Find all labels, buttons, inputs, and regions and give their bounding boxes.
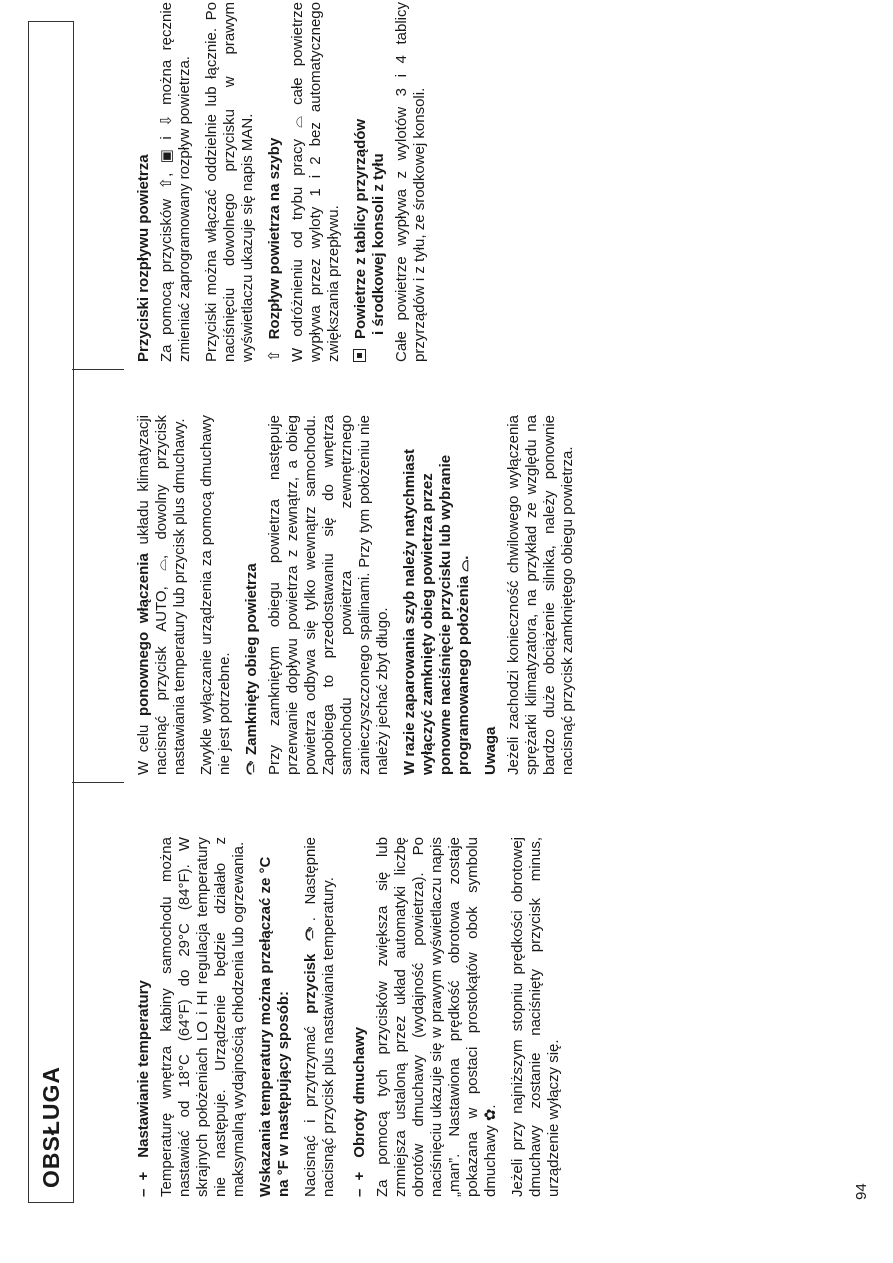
paragraph-air-distribution: Za pomocą przycisków ⇧, ▣ i ⇩ można ręcznie zmieniać zaprogramowany rozpływ powietrza. [158,2,193,362]
paragraph-fan-off: Jeżeli przy najniższym stopniu prędkości obrotowej dmuchawy zostanie naciśnięty przycisk minus, urządzenie wyłączy się. [509,837,562,1197]
column-divider [72,369,124,370]
paragraph-switch-off: Zwykle wyłączanie urządzenia za pomocą dmuchawy nie jest potrzebne. [198,415,233,775]
heading-air-distribution: Przyciski rozpływu powietrza [135,154,152,362]
heading-text: Rozpływ powietrza na szyby [266,137,283,340]
text-fragment: . Następnie nacisnąć przycisk plus nastawiania temperatury. [302,837,337,1197]
arrow-up-icon: ⇧ [266,349,283,362]
paragraph-fan-speed: Za pomocą tych przycisków zwiększa się lub zmniejsza ustaloną przez układ automatyki liczbę obrotów dmuchawy (wydajność powietrza). Po naciśnięciu ukazuje się w prawym wyświetlaczu napis „man”. Nastawiona prędkość obrotowa zostaje pokazana w postaci prostokątów obok symbolu dmuchawy ✿. [374,837,499,1197]
text-fragment-bold: przycisk [302,953,319,1014]
page-number: 94 [853,1183,870,1200]
paragraph-units-bold: Wskazania temperatury można przełączać ze °C na °F w następujący sposób: [257,856,292,1197]
text-fragment: W celu [135,716,152,775]
section-header [28,21,74,1203]
heading-text: Powietrze z tablicy przyrządów [352,118,369,339]
heading-text: Zamknięty obieg powietrza [243,563,260,755]
recirculation-icon [245,761,257,775]
heading-windscreen [266,2,284,362]
paragraph-fog-warning: W razie zaparowania szyb należy natychmiast wyłączyć zamknięty obieg powietrza przez ponowne naciśnięcie przycisku lub wybranie programowanego położenia ⌓. [401,449,472,775]
paragraph-note: Jeżeli zachodzi konieczność chwilowego wyłączenia sprężarki klimatyzatora, na przykład ze względu na bardzo duże obciążenie silnika, należy ponownie nacisnąć przycisk zamkniętego obiegu powietrza. [505,415,576,775]
paragraph-temperature: Temperaturę wnętrza kabiny samochodu można nastawiać od 18°C (64°F) do 29°C (84°F). W skrajnych położeniach LO i HI regulacja temperatury nie następuje. Urządzenie będzie działało z maksymalną wydajnością chłodzenia lub ogrzewania. [158,837,247,1197]
column-3 [135,2,438,362]
paragraph-recirculation: Przy zamkniętym obiegu powietrza następuje przerwanie dopływu powietrza z zewnątrz, a obieg powietrza odbywa się tylko wewnątrz samochodu. Zapobiega to przedostawaniu się do wnętrza samochodu powietrza zewnętrznego zanieczyszczonego spalinami. Przy tym położeniu nie należy jechać zbyt długo. [266,415,391,775]
paragraph-restart [135,415,189,775]
paragraph-air-distribution-2: Przyciski można włączać oddzielnie lub łącznie. Po naciśnięciu dowolnego przycisku w prawym wyświetlaczu ukazuje się napis MAN. [203,2,256,362]
recirculation-icon [304,927,316,941]
text-fragment: Nacisnąć i przytrzymać [302,1013,319,1197]
dashboard-vent-icon [353,349,366,362]
column-2 [135,415,586,775]
heading-note: Uwaga [482,726,499,775]
paragraph-units [302,837,338,1197]
heading-fan-speed [351,837,369,1197]
heading-text: Obroty dmuchawy [351,1026,368,1158]
section-title: OBSŁUGA [38,1066,64,1188]
minus-plus-label: – + [135,1169,152,1197]
heading-recirculation [243,415,261,775]
paragraph-windscreen: W odróżnieniu od trybu pracy ⌓ całe powietrze wypływa przez wyloty 1 i 2 bez automatycznego zwiększania przepływu. [289,2,342,362]
heading-text: Nastawianie temperatury [135,980,152,1158]
heading-dashboard-air [352,2,388,362]
paragraph-dashboard-air: Całe powietrze wypływa z wylotów 3 i 4 tablicy przyrządów i z tyłu, ze środkowej konsoli. [393,2,428,362]
heading-temperature [135,837,153,1197]
minus-plus-label: – + [351,1169,368,1197]
text-fragment: układu klimatyzacji nacisnąć przycisk AUTO, ⌓, dowolny przycisk nastawiania temperatury lub przycisk plus dmuchawy. [135,414,188,775]
column-1 [135,837,572,1197]
text-fragment-bold: ponownego włączenia [135,553,152,717]
column-divider [72,782,124,783]
heading-text: i środkowej konsoli z tyłu [370,153,387,335]
